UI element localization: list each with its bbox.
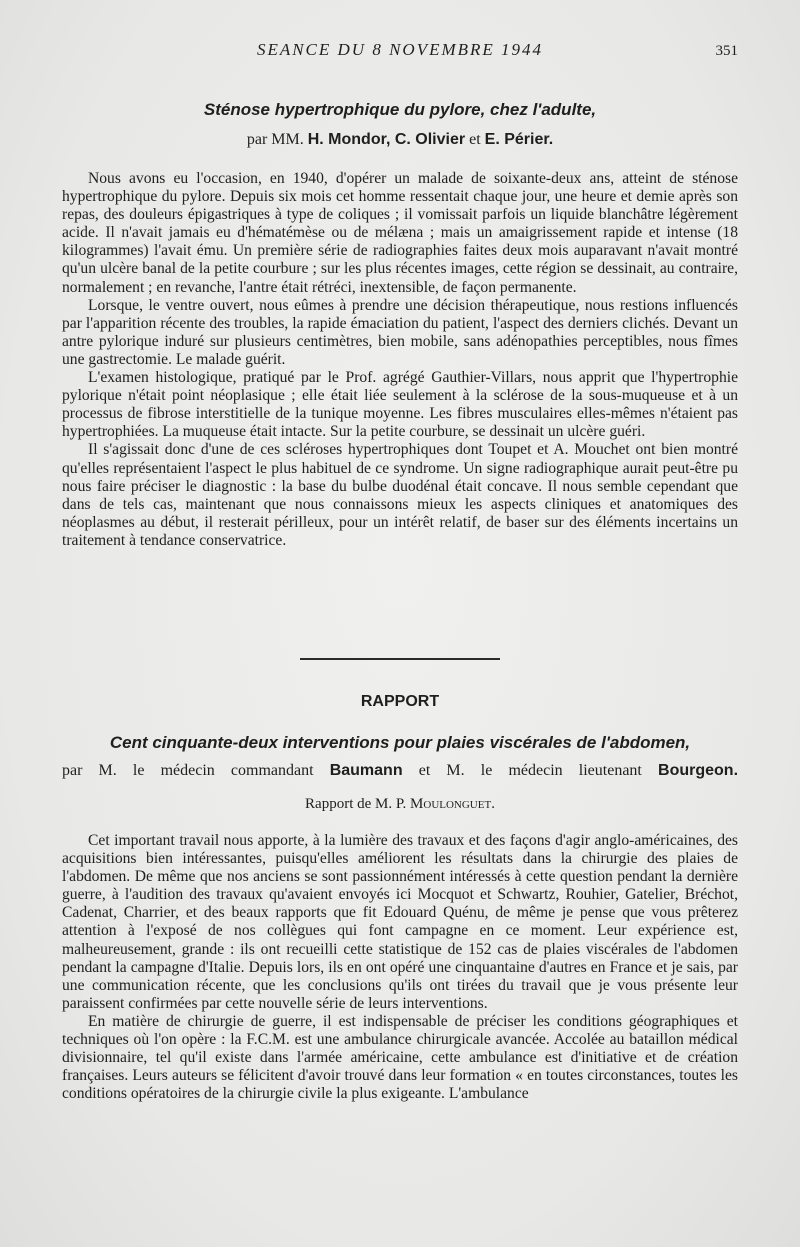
- article-paragraph: Lorsque, le ventre ouvert, nous eûmes à prendre une décision thérapeutique, nous restions influencés par l'apparition récente des troubles, la rapide émaciation du patient, l'aspect des derniers clichés. Devant un antre pylorique induré sur plusieurs centimètres, bien mobile, sans adénopathies perceptibles, nous fîmes une gastrectomie. Le malade guérit.: [62, 296, 738, 368]
- article-paragraph: Nous avons eu l'occasion, en 1940, d'opérer un malade de soixante-deux ans, atteint de sténose hypertrophique du pylore. Depuis six mois cet homme ressentait chaque jour, une heure et demie après son repas, des douleurs épigastriques à type de coliques ; il vomissait parfois un liquide blanchâtre légèrement acide. Il n'avait jamais eu d'hématémèse ou de mélæna ; mais un amaigrissement rapide et intense (18 kilogrammes) l'avait ému. Un première série de radiographies faites deux mois auparavant n'avait montré qu'un ulcère banal de la petite courbure ; sur les plus récentes images, cette région se dessinait, au contraire, normalement ; en revanche, l'antre était rétréci, inextensible, de façon permanente.: [62, 170, 738, 296]
- article-paragraph: Il s'agissait donc d'une de ces scléroses hypertrophiques dont Toupet et A. Mouchet ont bien montré qu'elles représentaient l'aspect le plus habituel de ce syndrome. Un signe radiographique aurait peut-être pu nous faire préciser le diagnostic : la base du bulbe duodénal était concave. Il nous semble cependant que dans de tels cas, maintenant que nous connaissons mieux les aspects cliniques et anatomiques des néoplasmes au début, il resterait périlleux, pour un intérêt relatif, de baser sur des éléments incertains un traitement à tendance conservatrice.: [62, 441, 738, 549]
- page-number: 351: [715, 43, 738, 59]
- report-author-2: Bourgeon.: [658, 762, 739, 779]
- article-byline: [0, 131, 800, 149]
- byline-prefix: par MM.: [246, 131, 304, 148]
- report-paragraph: Cet important travail nous apporte, à la lumière des travaux et des façons d'agir anglo-américaines, des acquisitions bien intéressantes, puisqu'elles améliorent les résultats dans la chirurgie des plaies de l'abdomen. De même que nos anciens se sont passionnément intéressés à cette question pendant la dernière guerre, à l'audition des travaux qu'avaient envoyés ici Mocquot et Schwartz, Rouhier, Gatelier, Bréchot, Cadenat, Charrier, et des beaux rapports que fit Edouard Quénu, de même je pense que vous prêterez attention à l'exposé de nos collègues qui font campagne en ce moment. Leur expérience est, malheureusement, grande : ils ont recueilli cette statistique de 152 cas de plaies viscérales de l'abdomen pendant la campagne d'Italie. Depuis lors, ils en ont opéré une cinquantaine d'autres en France et je sais, par une communication récente, que les conclusions qu'ils ont tirées du travail que je vous présente leur paraissent confirmées par cette nouvelle série de leurs interventions.: [62, 832, 738, 1012]
- article-body: [62, 170, 738, 550]
- report-authors-prefix: par M. le médecin commandant: [62, 762, 314, 779]
- byline-last-author: E. Périer.: [484, 131, 554, 148]
- byline-and: et: [469, 131, 481, 148]
- rapporteur-line: [0, 796, 800, 813]
- running-title: SEANCE DU 8 NOVEMBRE 1944: [256, 40, 544, 59]
- rapporteur-name: Moulonguet.: [410, 796, 495, 812]
- article-paragraph: L'examen histologique, pratiqué par le Prof. agrégé Gauthier-Villars, nous apprit que l'hypertrophie pylorique n'était point néoplasique ; elle était liée seulement à la sclérose de la sous-muqueuse et à un processus de fibrose interstitielle de la tunique moyenne. Les fibres musculaires elles-mêmes n'étaient pas hypertrophiées. La muqueuse était intacte. Sur la petite courbure, se dessinait un ulcère guéri.: [62, 369, 738, 441]
- report-author-1: Baumann: [329, 762, 403, 779]
- report-body: [62, 832, 738, 1103]
- report-paragraph: En matière de chirurgie de guerre, il est indispensable de préciser les conditions géographiques et techniques où l'on opère : la F.C.M. est une ambulance chirurgicale avancée. Accolée au bataillon médical divisionnaire, tel qu'il existe dans l'armée américaine, cette ambulance est d'initiative et de création françaises. Leurs auteurs se félicitent d'avoir trouvé dans leur formation « en toutes circonstances, toutes les conditions opératoires de la chirurgie civile la plus exigeante. L'ambulance: [62, 1012, 738, 1103]
- report-title: Cent cinquante-deux interventions pour plaies viscérales de l'abdomen,: [109, 733, 691, 752]
- section-divider: [300, 658, 500, 660]
- report-authors: [62, 762, 738, 780]
- article-title: Sténose hypertrophique du pylore, chez l'adulte,: [203, 100, 597, 119]
- byline-authors: H. Mondor, C. Olivier: [307, 131, 466, 148]
- report-authors-mid: et M. le médecin lieutenant: [418, 762, 642, 779]
- section-heading: RAPPORT: [360, 693, 440, 710]
- rapporteur-prefix: Rapport de M. P.: [305, 796, 407, 812]
- running-header: [0, 40, 800, 64]
